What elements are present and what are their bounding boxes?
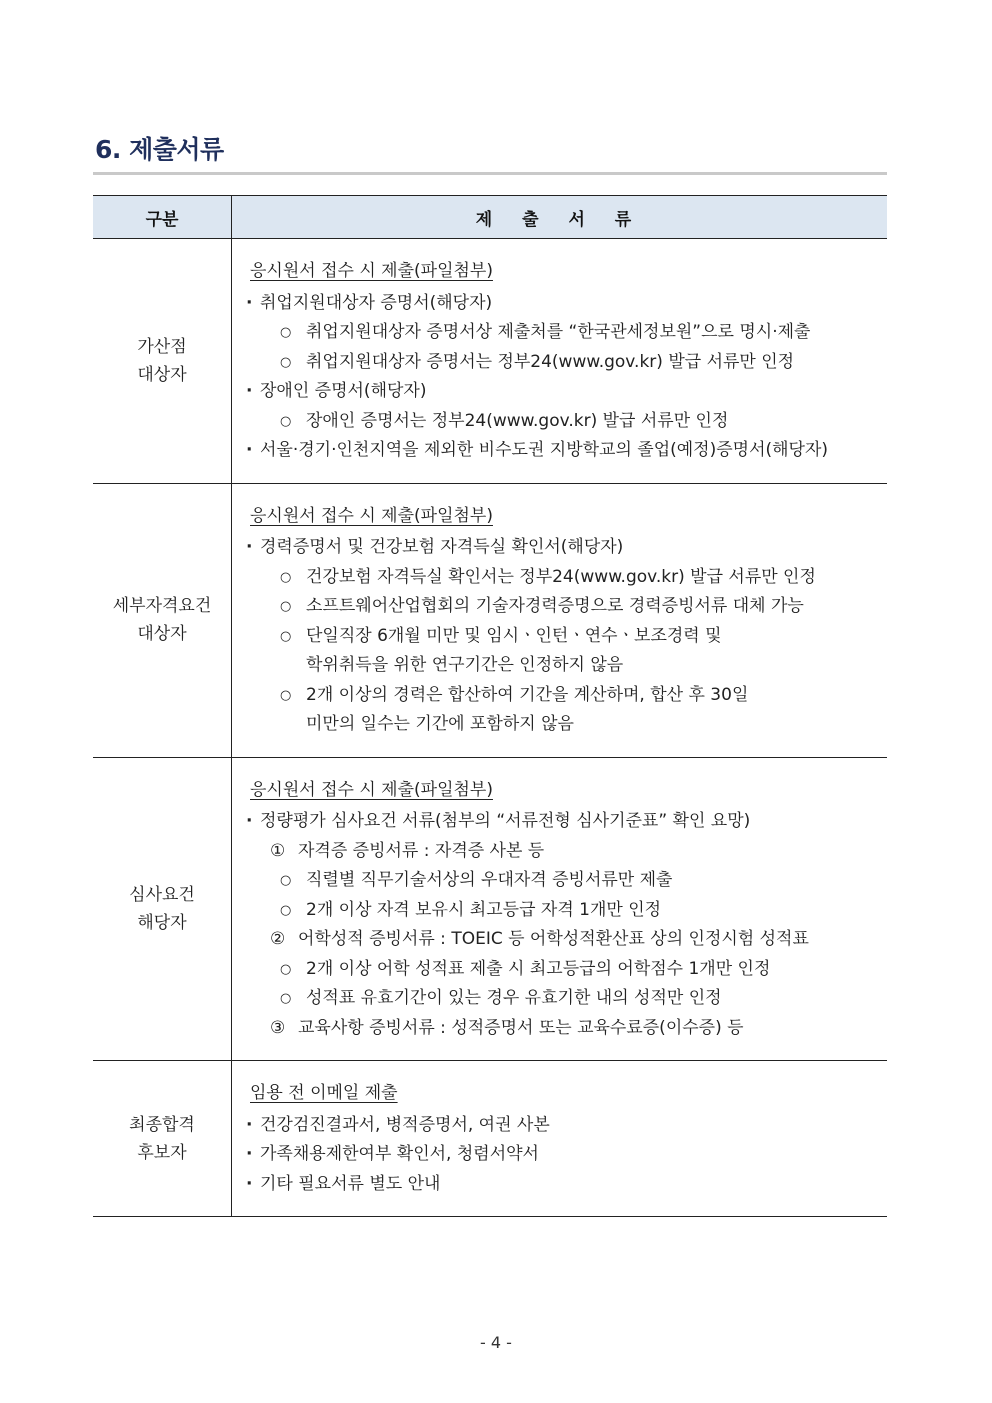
item-text: 2개 이상 자격 보유시 최고등급 자격 1개만 인정 [306,899,662,920]
item-text: 정량평가 심사요건 서류(첨부의 “서류전형 심사기준표” 확인 요망) [260,811,751,831]
row-category [93,239,232,484]
category-line: 최종합격 [129,1114,195,1135]
category-line: 가산점 [137,336,187,357]
item-text: 기타 필요서류 별도 안내 [260,1173,441,1194]
bullet-item [244,436,877,466]
sub-item [244,348,877,378]
item-text: 교육사항 증빙서류 : 성적증명서 또는 교육수료증(이수증) 등 [298,1017,744,1038]
row-documents [232,483,888,757]
circle-bullet-icon: ○ [280,569,292,585]
table-header-row [93,196,887,239]
circle-bullet-icon: ○ [280,873,292,888]
table-body [93,239,887,1217]
item-continuation [244,651,877,681]
circle-bullet-icon: ○ [280,413,292,429]
circle-bullet-icon: ○ [280,687,292,703]
header-documents: 제 출 서 류 [232,196,888,239]
category-line: 대상자 [137,624,187,644]
row-category [93,757,232,1061]
item-number: ② [270,929,286,949]
item-text: 자격증 증빙서류 : 자격증 사본 등 [298,840,545,861]
item-text: 경력증명서 및 건강보험 자격득실 확인서(해당자) [260,537,624,557]
bullet-item [244,1140,877,1170]
submission-heading: 응시원서 접수 시 제출(파일첨부) [250,261,493,281]
bullet-item [244,377,877,407]
item-text: 장애인 증명서(해당자) [260,381,427,401]
row-documents [232,239,888,484]
item-text: 미만의 일수는 기간에 포함하지 않음 [306,714,574,734]
sub-item [244,681,877,711]
bullet-item [244,289,877,319]
item-text: 어학성적 증빙서류 : TOEIC 등 어학성적환산표 상의 인정시험 성적표 [298,929,809,949]
item-continuation [244,710,877,740]
table-row [93,1061,887,1217]
item-text: 학위취득을 위한 연구기간은 인정하지 않음 [306,655,624,675]
circle-bullet-icon: ○ [280,599,292,614]
page-number: - 4 - [480,1333,512,1352]
section-title: 6. 제출서류 [95,135,224,164]
documents-table [93,195,887,1217]
bullet-item [244,1111,877,1141]
row-category [93,483,232,757]
item-text: 취업지원대상자 증명서(해당자) [260,292,493,313]
numbered-item [244,925,877,955]
item-text: 단일직장 6개월 미만 및 임시ㆍ인턴ㆍ연수ㆍ보조경력 및 [306,625,722,646]
bullet-item [244,807,877,837]
table-row [93,239,887,484]
circle-bullet-icon: ○ [280,325,292,340]
circle-bullet-icon: ○ [280,354,292,370]
category-line: 후보자 [137,1142,187,1163]
table-row [93,483,887,757]
row-documents [232,1061,888,1217]
sub-item [244,407,877,437]
sub-item [244,984,877,1014]
item-text: 소프트웨어산업협회의 기술자경력증명으로 경력증빙서류 대체 가능 [306,596,804,616]
item-text: 취업지원대상자 증명서상 제출처를 “한국관세정보원”으로 명시·제출 [306,322,811,342]
sub-item [244,622,877,652]
title-divider [93,172,887,175]
item-text: 직렬별 직무기술서상의 우대자격 증빙서류만 제출 [306,870,673,890]
category-line: 세부자격요건 [112,596,212,616]
bullet-item [244,1170,877,1200]
item-text: 2개 이상 어학 성적표 제출 시 최고등급의 어학점수 1개만 인정 [306,958,771,979]
category-line: 해당자 [137,912,187,933]
header-category: 구분 [93,196,232,239]
submission-heading: 응시원서 접수 시 제출(파일첨부) [250,779,493,800]
item-text: 장애인 증명서는 정부24(www.gov.kr) 발급 서류만 인정 [306,410,729,431]
item-text: 성적표 유효기간이 있는 경우 유효기한 내의 성적만 인정 [306,988,722,1008]
sub-item [244,896,877,926]
sub-item [244,563,877,593]
circle-bullet-icon: ○ [280,628,292,644]
numbered-item [244,1014,877,1044]
circle-bullet-icon: ○ [280,961,292,977]
row-documents [232,757,888,1061]
category-line: 대상자 [137,364,187,385]
item-text: 가족채용제한여부 확인서, 청렴서약서 [260,1144,539,1164]
item-number: ① [270,840,286,861]
submission-heading: 임용 전 이메일 제출 [250,1083,398,1103]
circle-bullet-icon: ○ [280,902,292,918]
item-text: 건강검진결과서, 병적증명서, 여권 사본 [260,1114,550,1135]
table-row [93,757,887,1061]
sub-item [244,318,877,348]
sub-item [244,592,877,622]
category-line: 심사요건 [129,884,195,905]
circle-bullet-icon: ○ [280,991,292,1006]
item-text: 2개 이상의 경력은 합산하여 기간을 계산하며, 합산 후 30일 [306,684,749,705]
submission-heading: 응시원서 접수 시 제출(파일첨부) [250,505,493,526]
item-number: ③ [270,1017,286,1038]
item-text: 서울·경기·인천지역을 제외한 비수도권 지방학교의 졸업(예정)증명서(해당자) [260,440,829,460]
item-text: 취업지원대상자 증명서는 정부24(www.gov.kr) 발급 서류만 인정 [306,351,795,372]
item-text: 건강보험 자격득실 확인서는 정부24(www.gov.kr) 발급 서류만 인정 [306,566,816,587]
row-category [93,1061,232,1217]
bullet-item [244,533,877,563]
sub-item [244,866,877,896]
numbered-item [244,837,877,867]
sub-item [244,955,877,985]
